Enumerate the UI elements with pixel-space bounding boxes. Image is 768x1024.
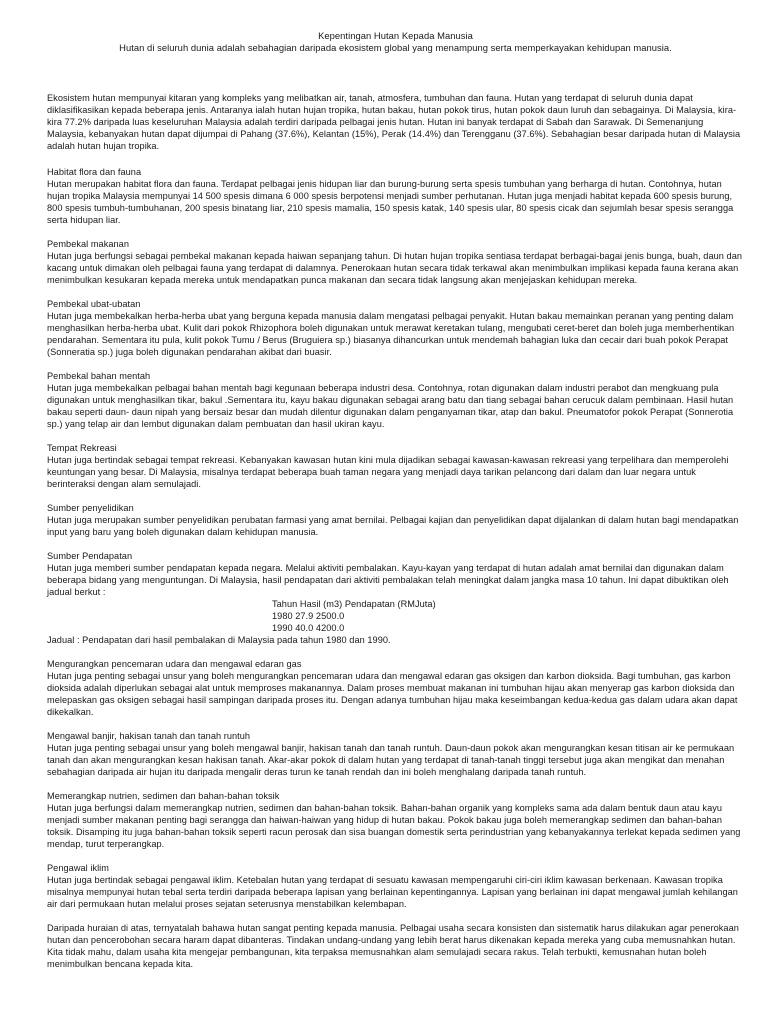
section-body: Hutan juga berfungsi dalam memerangkap nutrien, sedimen dan bahan-bahan toksik. Bahan-bahan organik yang kompleks sama ada dalam bentuk daun atau kayu menjadi sumber makanan penting bagi serangga dan haiwan-haiwan yang hidup di hutan bakau. Pokok bakau juga boleh memerangkap sedimen dan bahan-bahan toksik. Disamping itu juga bahan-bahan toksik seperti racun perosak dan sisa buangan domestik serta perindustrian yang kebanyakannya terlekat kepada sedimen yang mendap, turut terperangkap. — [47, 803, 741, 849]
section-body: Hutan juga membekalkan pelbagai bahan mentah bagi kegunaan beberapa industri desa. Contohnya, rotan digunakan dalam industri perabot dan mengkuang pula digunakan untuk menghasilkan tikar, bakul .Sementara itu, kayu bakau digunakan sebagai arang batu dan tiang sebagai bahan cerucuk dalam pembinaan. Hasil hutan bakau seperti daun- daun nipah yang bersaiz besar dan mudah dilentur digunakan dalam penganyaman tikar, atap dan bakul. Pneumatofor pokok Perapat (Sonnerotia sp.) yang telap air dan lembut digunakan dalam pembuatan dan hasil ukiran kayu. — [47, 383, 734, 429]
income-table — [47, 598, 744, 634]
section-air-pollution — [47, 658, 744, 718]
section-body: Hutan merupakan habitat flora dan fauna. Terdapat pelbagai jenis hidupan liar dan burung-burung serta spesis tumbuhan yang berharga di hutan. Contohnya, hutan hujan tropika Malaysia mempunyai 14 500 spesis dimana 6 000 spesis berpotensi menjadi sumber perhutanan. Hutan juga menjadi habitat kepada 600 spesis burung, 800 spesis tumbuh-tumbuhanan, 200 spesis binatang liar, 210 spesis mamalia, 150 spesis katak, 140 spesis ular, 80 spesis cicak dan sejumlah besar spesis serangga serta hidupan liar. — [47, 179, 734, 225]
section-recreation — [47, 442, 744, 490]
section-body: Hutan juga memberi sumber pendapatan kepada negara. Melalui aktiviti pembalakan. Kayu-kayan yang terdapat di hutan adalah amat bernilai dan digunakan dalam beberapa bidang yang menguntungan. Di Malaysia, hasil pendapatan dari aktiviti pembalakan telah meningkat dalam jangka masa 10 tahun. Ini dapat dibuktikan oleh jadual berkut : — [47, 563, 729, 597]
income-table-row: 1980 27.9 2500.0 — [272, 611, 345, 621]
section-habitat — [47, 166, 744, 226]
section-heading: Sumber penyelidikan — [47, 503, 134, 513]
intro-paragraph: Ekosistem hutan mempunyai kitaran yang kompleks yang melibatkan air, tanah, atmosfera, tumbuhan dan fauna. Hutan yang terdapat di seluruh dunia dapat diklasifikasikan kepada beberapa jenis. Antaranya ialah hutan hujan tropika, hutan bakau, hutan pokok tirus, hutan pokok daun luruh dan sebagainya. Di Malaysia, kira-kira 77.2% daripada luas keseluruhan Malaysia adalah terdiri daripada pelbagai jenis hutan. Hutan ini banyak terdapat di Sabah dan Sarawak. Di Semenanjung Malaysia, kebanyakan hutan dapat dijumpai di Pahang (37.6%), Kelantan (15%), Perak (14.4%) dan Terengganu (37.6%). Sebahagian besar daripada hutan di Malaysia adalah hutan hujan tropika. — [47, 93, 741, 151]
section-body: Hutan juga bertindak sebagai pengawal iklim. Ketebalan hutan yang terdapat di sesuatu kawasan mempengaruhi ciri-ciri iklim kawasan berkenaan. Kawasan tropika misalnya mempunyai hutan tebal serta terdiri daripada beberapa lapisan yang berlainan kepentingannya. Lapisan yang berlainan ini dapat mengawal jumlah kehilangan air dari permukaan hutan melalui proses sejatan seterusnya menstabilkan kelembapan. — [47, 875, 738, 909]
income-table-row: 1990 40.0 4200.0 — [272, 623, 345, 633]
document-title: Kepentingan Hutan Kepada Manusia — [318, 30, 473, 41]
section-food — [47, 238, 744, 286]
section-medicine — [47, 298, 744, 358]
section-flood-control — [47, 730, 744, 778]
section-heading: Pembekal makanan — [47, 239, 130, 249]
table-caption: Jadual : Pendapatan dari hasil pembalakan di Malaysia pada tahun 1980 dan 1990. — [47, 635, 391, 645]
section-body: Hutan juga membekalkan herba-herba ubat yang berguna kepada manusia dalam mengatasi pelbagai penyakit. Hutan bakau memainkan peranan yang penting dalam menghasilkan herba-herba ubat. Kulit dari pokok Rhizophora boleh digunakan untuk merawat keretakan tulang, mengubati ceret-beret dan boleh juga memberhentikan pendarahan. Sementara itu pula, kulit pokok Tumu / Berus (Bruguiera sp.) biasanya dihancurkan untuk mendemah bahagian luka dan cecair dari buah pokok Perapat (Sonneratia sp.) juga boleh digunakan pendarahan akibat dari buasir. — [47, 311, 735, 357]
section-heading: Sumber Pendapatan — [47, 551, 133, 561]
section-heading: Pembekal bahan mentah — [47, 371, 151, 381]
section-climate — [47, 862, 744, 910]
section-body: Hutan juga berfungsi sebagai pembekal makanan kepada haiwan sepanjang tahun. Di hutan hujan tropika sentiasa terdapat berbagai-bagai jenis bunga, buah, daun dan kacang untuk dimakan oleh pelbagai fauna yang terdapat di dalamnya. Penerokaan hutan secara tidak terkawal akan menimbulkan implikasi kepada fauna kerana akan menimbulkan kesukaran kepada mereka untuk mendapatkan punca makanan dan secara tidak langsung akan menjejaskan kehidupan mereka. — [47, 251, 743, 285]
section-body: Hutan juga bertindak sebagai tempat rekreasi. Kebanyakan kawasan hutan kini mula dijadikan sebagai kawasan-kawasan rekreasi yang terpelihara dan memperolehi keuntungan yang besar. Di Malaysia, misalnya terdapat beberapa buah taman negara yang menjadi daya tarikan pelancong dari dalam dan luar negara untuk berinteraksi dengan alam semulajadi. — [47, 455, 729, 489]
section-heading: Pembekal ubat-ubatan — [47, 299, 141, 309]
section-body: Hutan juga penting sebagai unsur yang boleh mengawal banjir, hakisan tanah dan tanah runtuh. Daun-daun pokok akan mengurangkan kesan titisan air ke permukaan tanah dan akan mengurangkan kesan hakisan tanah. Akar-akar pokok di dalam hutan yang terdapat di tanah-tanah tinggi tersebut juga akan mengikat dan menahan sebahagian daripada air hujan itu daripada mengalir deras turun ke tanah rendah dan ini boleh menghalang daripada tanah runtuh. — [47, 743, 735, 777]
income-table-header: Tahun Hasil (m3) Pendapatan (RMJuta) — [272, 599, 436, 609]
section-heading: Mengawal banjir, hakisan tanah dan tanah runtuh — [47, 731, 251, 741]
conclusion-paragraph: Daripada huraian di atas, ternyatalah bahawa hutan sangat penting kepada manusia. Pelbagai usaha secara konsisten dan sistematik harus dilakukan agar penerokaan hutan dan pencerobohan secara haram dapat dibanteras. Tindakan undang-undang yang lebih berat harus dikenakan kepada mereka yang cuba memusnahkan hutan. Kita tidak mahu, dalam usaha kita mengejar pembangunan, kita terpaksa memusnahkan alam semulajadi secara rakus. Telah terbukti, kemusnahan hutan boleh menimbulkan bencana kepada kita. — [47, 923, 739, 969]
section-heading: Pengawal iklim — [47, 863, 109, 873]
section-raw-materials — [47, 370, 744, 430]
section-heading: Habitat flora dan fauna — [47, 167, 142, 177]
section-heading: Mengurangkan pencemaran udara dan mengawal edaran gas — [47, 659, 302, 669]
document-subtitle: Hutan di seluruh dunia adalah sebahagian daripada ekosistem global yang menampung serta memperkayakan kehidupan manusia. — [119, 42, 672, 53]
section-body: Hutan juga penting sebagai unsur yang boleh mengurangkan pencemaran udara dan mengawal edaran gas oksigen dan karbon dioksida. Bagi tumbuhan, gas karbon dioksida adalah diperlukan sebagai alat untuk memproses makanannya. Dalam proses membuat makanan ini tumbuhan hijau akan menyerap gas karbon dioksida dan melepaskan gas oksigen sebagai hasil sampingan daripada proses itu. Dengan adanya tumbuhan hijau maka keseimbangan kedua-kedua gas dalam udara akan dapat dikekalkan. — [47, 671, 738, 717]
section-research — [47, 502, 744, 538]
section-income — [47, 550, 744, 646]
section-body: Hutan juga merupakan sumber penyelidikan perubatan farmasi yang amat bernilai. Pelbagai kajian dan penyelidikan dapat dijalankan di dalam hutan bagi mendapatkan input yang baru yang boleh digunakan dalam kehidupan manusia. — [47, 515, 739, 537]
section-nutrient-trap — [47, 790, 744, 850]
section-heading: Tempat Rekreasi — [47, 443, 117, 453]
section-heading: Memerangkap nutrien, sedimen dan bahan-bahan toksik — [47, 791, 280, 801]
